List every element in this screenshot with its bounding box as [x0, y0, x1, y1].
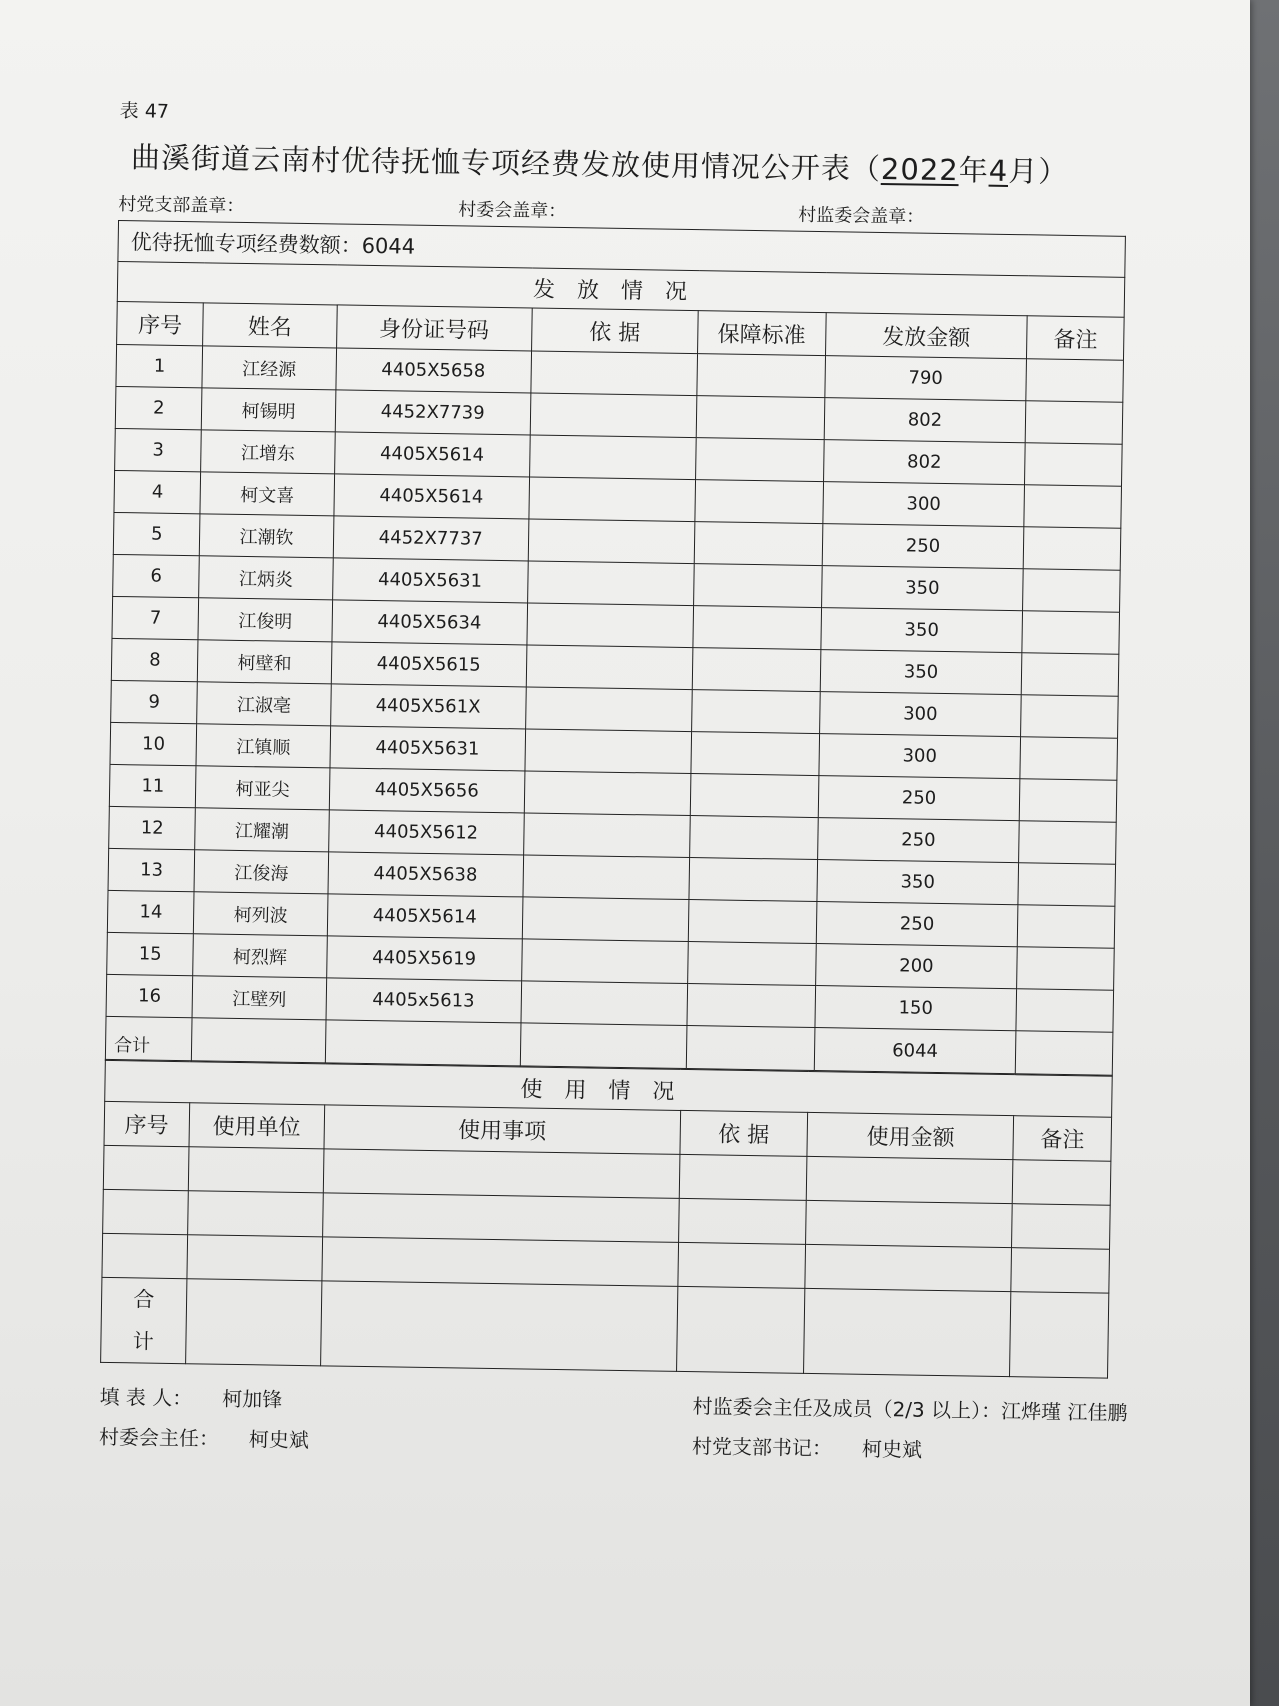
- col-header-basis: 依 据: [531, 308, 698, 354]
- row-standard: [690, 774, 818, 818]
- fund-label: 优待抚恤专项经费数额：: [130, 230, 362, 258]
- row-name: 柯壁和: [198, 640, 332, 684]
- row-amount: 250: [817, 818, 1019, 863]
- row-remarks: [1022, 653, 1119, 697]
- row-id-number: 4405X5614: [327, 894, 523, 939]
- row-standard: [689, 858, 817, 902]
- row-standard: [688, 942, 816, 986]
- row-no: 16: [106, 974, 193, 1017]
- row-basis: [523, 813, 690, 858]
- row-amount: 802: [824, 398, 1026, 443]
- row-standard: [690, 816, 818, 860]
- row-basis: [528, 519, 695, 564]
- row-id-number: 4405X5614: [334, 432, 530, 477]
- row-name: 江俊海: [194, 850, 328, 894]
- row-amount: 250: [822, 524, 1024, 569]
- row-amount: 300: [822, 482, 1024, 527]
- row-basis: [525, 729, 692, 774]
- row-no: 14: [107, 890, 194, 933]
- row-amount: 790: [824, 356, 1026, 401]
- row-remarks: [1022, 611, 1119, 655]
- row-name: 江镇顺: [196, 724, 330, 768]
- row-remarks: [1025, 443, 1122, 487]
- total-amount: 6044: [814, 1028, 1016, 1074]
- row-remarks: [1026, 359, 1123, 403]
- usage-total-row: [101, 1277, 1109, 1378]
- row-no: 4: [114, 470, 201, 513]
- row-remarks: [1023, 569, 1120, 613]
- secretary-label: 村党支部书记：: [691, 1434, 833, 1461]
- row-id-number: 4452X7737: [333, 516, 529, 561]
- row-remarks: [1019, 821, 1116, 865]
- row-amount: 150: [815, 986, 1017, 1031]
- row-no: 1: [116, 344, 203, 387]
- row-id-number: 4405X5614: [333, 474, 529, 519]
- row-remarks: [1020, 779, 1117, 823]
- row-id-number: 4405X5619: [326, 936, 522, 981]
- distribution-table: [105, 220, 1126, 1076]
- row-id-number: 4405X561X: [330, 684, 526, 729]
- row-remarks: [1020, 737, 1117, 781]
- row-name: 江壁列: [193, 976, 327, 1020]
- usage-header-unit: 使用单位: [189, 1103, 325, 1149]
- row-name: 江耀潮: [195, 808, 329, 852]
- usage-header-basis: 依 据: [680, 1110, 809, 1156]
- usage-total-label-1: 合: [133, 1287, 155, 1312]
- row-no: 5: [113, 512, 200, 555]
- row-remarks: [1024, 485, 1121, 529]
- row-amount: 200: [815, 944, 1017, 989]
- row-basis: [524, 771, 691, 816]
- row-name: 柯文喜: [200, 472, 334, 516]
- row-amount: 802: [823, 440, 1025, 485]
- row-id-number: 4405X5631: [332, 558, 528, 603]
- row-no: 8: [111, 638, 198, 681]
- page-title: [131, 135, 1140, 192]
- col-header-name: 姓名: [203, 303, 337, 348]
- row-amount: 300: [819, 692, 1021, 737]
- row-basis: [527, 603, 694, 648]
- usage-header-amount: 使用金额: [807, 1112, 1014, 1159]
- row-basis: [523, 855, 690, 900]
- row-basis: [521, 981, 688, 1026]
- row-amount: 350: [820, 650, 1022, 695]
- row-id-number: 4452X7739: [335, 390, 531, 435]
- col-header-no: 序号: [117, 301, 204, 345]
- secretary-name: 柯史斌: [861, 1436, 923, 1462]
- col-header-id: 身份证号码: [336, 305, 532, 351]
- title-year: 2022: [880, 151, 960, 188]
- supervisors-names: 江烨瑾 江佳鹏: [1000, 1399, 1128, 1425]
- supervisors-label: 村监委会主任及成员（2/3 以上）：: [692, 1394, 1002, 1424]
- row-standard: [691, 732, 819, 776]
- row-no: 15: [107, 932, 194, 975]
- row-basis: [522, 897, 689, 942]
- row-remarks: [1021, 695, 1118, 739]
- row-id-number: 4405X5634: [331, 600, 527, 645]
- row-remarks: [1026, 401, 1123, 445]
- row-standard: [694, 522, 822, 566]
- row-name: 江增东: [201, 430, 335, 474]
- signature-left: [99, 1377, 310, 1460]
- fund-amount: 6044: [361, 233, 416, 259]
- row-amount: 350: [821, 566, 1023, 611]
- row-no: 13: [108, 848, 195, 891]
- row-standard: [688, 900, 816, 944]
- filler-name: 柯加锋: [222, 1386, 283, 1412]
- row-remarks: [1024, 527, 1121, 571]
- usage-header-item: 使用事项: [324, 1105, 680, 1155]
- row-id-number: 4405X5658: [335, 348, 531, 393]
- row-standard: [692, 648, 820, 692]
- row-name: 江炳炎: [199, 556, 333, 600]
- supervisory-committee-seal: 村监委会盖章：: [798, 204, 925, 228]
- table-tag: 表 47: [119, 99, 170, 123]
- row-standard: [697, 354, 825, 398]
- row-basis: [529, 477, 696, 522]
- total-label: 合计: [105, 1016, 192, 1060]
- usage-total-label: [101, 1277, 187, 1363]
- usage-total-label-2: 计: [132, 1329, 154, 1354]
- row-id-number: 4405X5638: [328, 852, 524, 897]
- title-year-label: 年: [958, 153, 990, 188]
- row-name: 柯锡明: [202, 388, 336, 432]
- row-name: 江淑亳: [197, 682, 331, 726]
- usage-header-no: 序号: [104, 1101, 189, 1146]
- row-no: 6: [113, 554, 200, 597]
- row-name: 柯列波: [194, 892, 328, 936]
- row-basis: [529, 435, 696, 480]
- row-id-number: 4405X5612: [328, 810, 524, 855]
- col-header-remarks: 备注: [1027, 316, 1124, 361]
- row-amount: 350: [820, 608, 1022, 653]
- title-month: 4: [988, 153, 1009, 188]
- row-basis: [530, 393, 697, 438]
- row-standard: [687, 984, 815, 1028]
- row-standard: [694, 564, 822, 608]
- row-remarks: [1016, 989, 1113, 1033]
- row-id-number: 4405X5656: [329, 768, 525, 813]
- row-remarks: [1017, 947, 1114, 991]
- director-line: [99, 1417, 310, 1460]
- row-amount: 300: [818, 734, 1020, 779]
- secretary-line: [692, 1426, 1127, 1473]
- party-branch-seal: 村党支部盖章：: [118, 193, 245, 217]
- row-basis: [525, 687, 692, 732]
- row-name: 江经源: [202, 346, 336, 390]
- row-no: 3: [115, 428, 202, 471]
- title-suffix: 月）: [1007, 153, 1069, 189]
- row-id-number: 4405x5613: [326, 978, 522, 1023]
- row-name: 柯亚尖: [196, 766, 330, 810]
- row-amount: 250: [818, 776, 1020, 821]
- row-basis: [531, 351, 698, 396]
- row-id-number: 4405X5615: [331, 642, 527, 687]
- village-committee-seal: 村委会盖章：: [458, 199, 567, 223]
- row-remarks: [1018, 863, 1115, 907]
- row-no: 11: [109, 764, 196, 807]
- row-no: 2: [115, 386, 202, 429]
- row-id-number: 4405X5631: [330, 726, 526, 771]
- usage-header-remarks: 备注: [1013, 1116, 1111, 1162]
- row-amount: 350: [816, 860, 1018, 905]
- row-standard: [696, 438, 824, 482]
- filler-label: 填 表 人：: [99, 1384, 193, 1411]
- supervisors-line: [692, 1386, 1127, 1433]
- director-name: 柯史斌: [248, 1427, 310, 1453]
- row-no: 12: [109, 806, 196, 849]
- distribution-section-title: 发放情况: [117, 261, 1125, 317]
- signature-block: [98, 1377, 1128, 1473]
- usage-section-title: 使用情况: [105, 1060, 1113, 1117]
- row-no: 10: [110, 722, 197, 765]
- row-basis: [526, 645, 693, 690]
- row-no: 9: [111, 680, 198, 723]
- row-amount: 250: [816, 902, 1018, 947]
- title-prefix: 曲溪街道云南村优待抚恤专项经费发放使用情况公开表（: [130, 140, 882, 186]
- row-remarks: [1018, 905, 1115, 949]
- row-standard: [693, 606, 821, 650]
- row-name: 柯烈辉: [193, 934, 327, 978]
- row-basis: [527, 561, 694, 606]
- document-content: [99, 96, 1140, 1473]
- director-label: 村委会主任：: [98, 1424, 220, 1451]
- col-header-standard: 保障标准: [698, 311, 826, 356]
- row-standard: [695, 480, 823, 524]
- row-name: 江潮钦: [200, 514, 334, 558]
- row-standard: [696, 396, 824, 440]
- signature-right: [692, 1386, 1128, 1473]
- filler-line: [99, 1377, 310, 1420]
- col-header-amount: 发放金额: [825, 313, 1027, 359]
- row-standard: [692, 690, 820, 734]
- row-name: 江俊明: [198, 598, 332, 642]
- usage-table: [100, 1060, 1113, 1379]
- row-basis: [521, 939, 688, 984]
- row-no: 7: [112, 596, 199, 639]
